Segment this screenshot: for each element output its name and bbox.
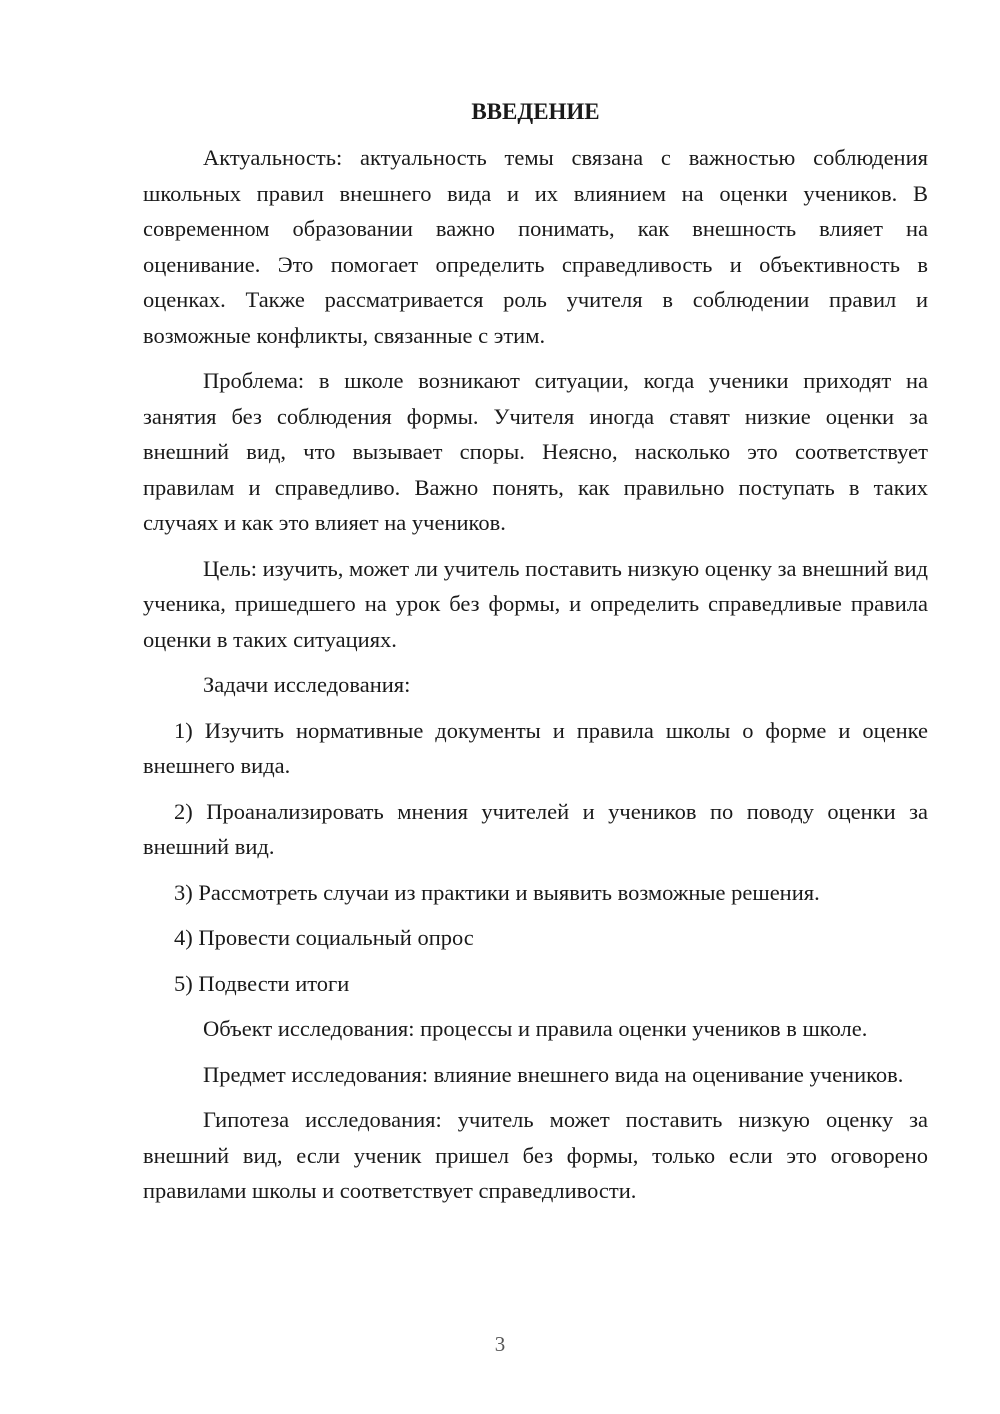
paragraph-hypothesis: Гипотеза исследования: учитель может поставить низкую оценку за внешний вид, если ученик пришел без формы, только если это оговорено правилами школы и соответствует справедливости. <box>143 1107 928 1203</box>
page-number: 3 <box>494 1332 506 1356</box>
page-title: ВВЕДЕНИЕ <box>471 99 600 124</box>
paragraph-subject: Предмет исследования: влияние внешнего вида на оценивание учеников. <box>203 1061 904 1087</box>
paragraph-relevance: Актуальность: актуальность темы связана с важностью соблюдения школьных правил внешнего вида и их влиянием на оценки учеников. В современном образовании важно понимать, как внешность влияет на оценивание. Это помогает определить справедливость и объективность в оценках. Также рассматривается роль учителя в соблюдении правил и возможные конфликты, связанные с этим. <box>143 145 928 348</box>
paragraph-problem: Проблема: в школе возникают ситуации, когда ученики приходят на занятия без соблюдения формы. Учителя иногда ставят низкие оценки за внешний вид, что вызывает споры. Неясно, насколько это соответствует правилам и справедливо. Важно понять, как правильно поступать в таких случаях и как это влияет на учеников. <box>143 368 928 535</box>
task-item-4: 4) Провести социальный опрос <box>174 925 474 950</box>
task-item-3: 3) Рассмотреть случаи из практики и выявить возможные решения. <box>174 879 820 905</box>
task-item-1: 1) Изучить нормативные документы и правила школы о форме и оценке внешнего вида. <box>143 717 928 778</box>
page-content <box>143 94 928 1219</box>
paragraph-goal: Цель: изучить, может ли учитель поставить низкую оценку за внешний вид ученика, пришедшего на урок без формы, и определить справедливые правила оценки в таких ситуациях. <box>143 555 928 652</box>
task-item-2: 2) Проанализировать мнения учителей и учеников по поводу оценки за внешний вид. <box>143 798 928 859</box>
paragraph-object: Объект исследования: процессы и правила оценки учеников в школе. <box>203 1016 868 1041</box>
task-item-5: 5) Подвести итоги <box>174 970 350 996</box>
paragraph-tasks-heading: Задачи исследования: <box>203 672 411 697</box>
